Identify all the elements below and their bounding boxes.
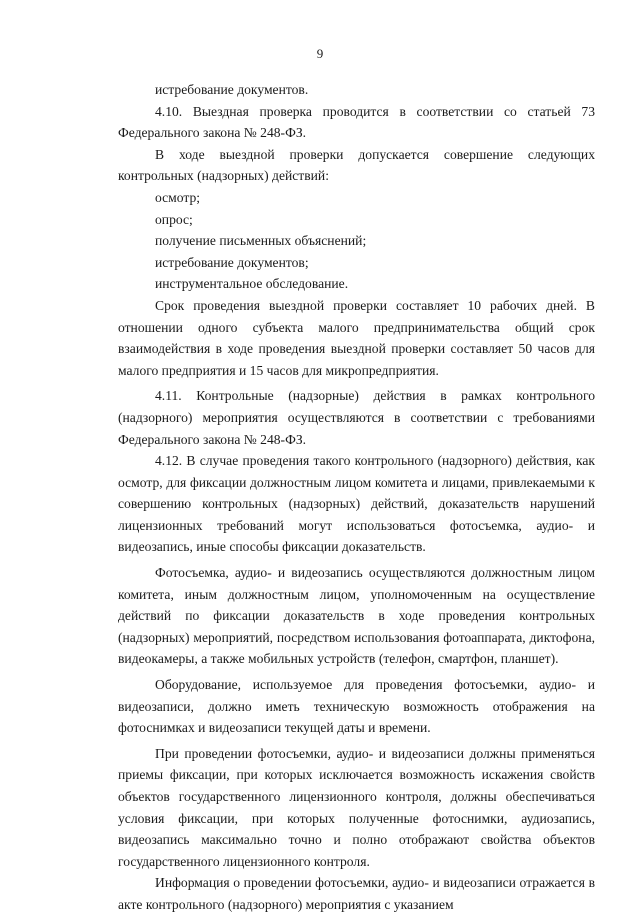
document-body [118,79,595,916]
list-item: истребование документов; [155,254,309,270]
list-item: опрос; [155,211,193,227]
paragraph-4-10: 4.10. Выездная проверка проводится в соответствии со статьей 73 Федерального закона № 248-ФЗ. [118,103,595,141]
paragraph-recording-methods: При проведении фотосъемки, аудио- и видеозаписи должны применяться приемы фиксации, при которых исключается возможность искажения свойств объектов государственного лицензионного контроля, должны обеспечиваться условия фиксации, при которых полученные фотоснимки, аудиозапись, видеозапись максимально точно и полно отображают свойства объектов государственного лицензионного контроля. [118,745,595,869]
paragraph-information: Информация о проведении фотосъемки, аудио- и видеозаписи отражается в акте контрольного (надзорного) мероприятия с указанием [118,875,595,912]
list-item: осмотр; [155,189,201,205]
paragraph-equipment: Оборудование, используемое для проведения фотосъемки, аудио- и видеозаписи, должно иметь техническую возможность отображения на фотоснимках и видеозаписи текущей даты и времени. [118,677,595,736]
paragraph-4-11: 4.11. Контрольные (надзорные) действия в рамках контрольного (надзорного) мероприятия осуществляются в соответствии с требованиями Федерального закона № 248-ФЗ. [118,388,595,447]
paragraph-duration: Срок проведения выездной проверки составляет 10 рабочих дней. В отношении одного субъекта малого предпринимательства общий срок взаимодействия в ходе проведения выездной проверки составляет 50 часов для малого предприятия и 15 часов для микропредприятия. [118,297,595,378]
paragraph-4-12: 4.12. В случае проведения такого контрольного (надзорного) действия, как осмотр, для фиксации должностным лицом комитета и лицами, привлекаемыми к совершению контрольных (надзорных) действий, доказательств нарушений лицензионных требований могут использоваться фотосъемка, аудио- и видеозапись, иные способы фиксации доказательств. [118,453,595,555]
list-item: получение письменных объяснений; [155,233,367,249]
paragraph-continuation: истребование документов. [155,82,309,97]
paragraph-photo-recording: Фотосъемка, аудио- и видеозапись осуществляются должностным лицом комитета, иным должностным лицом, уполномоченным на осуществление действий по фиксации доказательств в ходе проведения контрольных (надзорных) мероприятий, посредством использования фотоаппарата, диктофона, видеокамеры, а также мобильных устройств (телефон, смартфон, планшет). [118,565,595,667]
paragraph-actions-intro: В ходе выездной проверки допускается совершение следующих контрольных (надзорных) действий: [118,146,595,184]
list-item: инструментальное обследование. [155,276,349,292]
page-number: 9 [316,46,324,61]
